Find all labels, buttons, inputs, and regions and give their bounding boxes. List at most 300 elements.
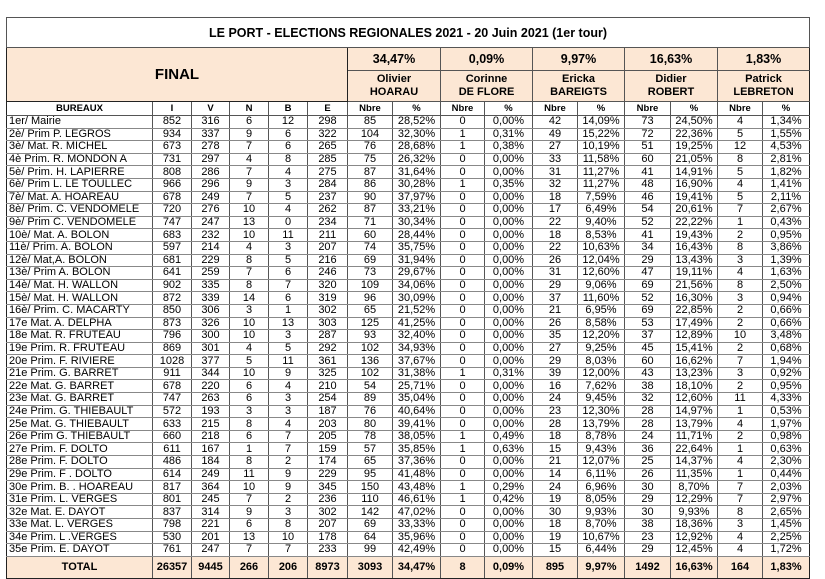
cell-bareigts-nbre: 37 [533, 292, 578, 305]
cell-lebreton-nbre: 4 [718, 267, 763, 280]
cell-bureau: 25e Mat. G. THIEBAULT [7, 418, 153, 431]
cell-deflore-nbre: 0 [441, 254, 485, 267]
cell-bareigts-pct: 12,04% [578, 254, 625, 267]
cell-hoarau-nbre: 150 [348, 481, 393, 494]
cell-bareigts-pct: 11,27% [578, 166, 625, 179]
cell-bureau: 10è/ Mat. A. BOLON [7, 229, 153, 242]
cell-robert-pct: 17,49% [671, 317, 718, 330]
cell-bareigts-pct: 8,78% [578, 430, 625, 443]
cell-bareigts-pct: 9,43% [578, 443, 625, 456]
cell-blancs: 5 [269, 254, 308, 267]
cell-robert-pct: 11,35% [671, 468, 718, 481]
cell-votants: 296 [192, 178, 230, 191]
candidate-total-pct: 34,47% [348, 48, 441, 71]
cell-robert-nbre: 34 [625, 241, 671, 254]
table-row [7, 443, 810, 456]
cell-blancs: 7 [269, 443, 308, 456]
cell-blancs: 4 [269, 418, 308, 431]
cell-bureau: 21e Prim. G. BARRET [7, 367, 153, 380]
cell-hoarau-nbre: 73 [348, 267, 393, 280]
cell-deflore-nbre: 1 [441, 481, 485, 494]
cell-hoarau-nbre: 102 [348, 367, 393, 380]
cell-blancs: 3 [269, 330, 308, 343]
cell-bareigts-nbre: 33 [533, 153, 578, 166]
cell-hoarau-nbre: 90 [348, 191, 393, 204]
cell-nuls: 8 [230, 279, 269, 292]
cell-bureau: 2è/ Prim P. LEGROS [7, 128, 153, 141]
cell-lebreton-nbre: 4 [718, 531, 763, 544]
cell-lebreton-pct: 0,63% [763, 443, 810, 456]
cell-bureau: 9è/ Prim C. VENDOMELE [7, 216, 153, 229]
cell-deflore-pct: 0,29% [485, 481, 533, 494]
cell-votants: 278 [192, 141, 230, 154]
cell-blancs: 7 [269, 544, 308, 557]
cell-nuls: 6 [230, 393, 269, 406]
cell-robert-nbre: 41 [625, 229, 671, 242]
cell-lebreton-nbre: 3 [718, 292, 763, 305]
cell-bureau: 32e Mat. E. DAYOT [7, 506, 153, 519]
table-row [7, 493, 810, 506]
cell-hoarau-pct: 37,97% [393, 191, 441, 204]
cell-bareigts-pct: 7,62% [578, 380, 625, 393]
cell-deflore-pct: 0,00% [485, 355, 533, 368]
cell-exprimes: 298 [308, 116, 348, 129]
cell-deflore-nbre: 0 [441, 216, 485, 229]
column-header-pct: % [485, 102, 533, 116]
cell-lebreton-pct: 2,11% [763, 191, 810, 204]
cell-bareigts-pct: 8,58% [578, 317, 625, 330]
cell-blancs: 8 [269, 153, 308, 166]
cell-deflore-nbre: 1 [441, 430, 485, 443]
cell-bureau: 29e Prim. F . DOLTO [7, 468, 153, 481]
cell-deflore-nbre: 0 [441, 279, 485, 292]
cell-bureau: 27e Prim. F. DOLTO [7, 443, 153, 456]
cell-robert-pct: 14,37% [671, 456, 718, 469]
cell-votants: 184 [192, 456, 230, 469]
cell-deflore-nbre: 0 [441, 342, 485, 355]
cell-nuls: 8 [230, 418, 269, 431]
cell-deflore-pct: 0,42% [485, 493, 533, 506]
cell-hoarau-nbre: 87 [348, 204, 393, 217]
cell-hoarau-pct: 21,52% [393, 304, 441, 317]
cell-deflore-nbre: 0 [441, 405, 485, 418]
cell-hoarau-nbre: 86 [348, 178, 393, 191]
cell-deflore-nbre: 0 [441, 241, 485, 254]
cell-deflore-nbre: 0 [441, 116, 485, 129]
cell-lebreton-pct: 1,97% [763, 418, 810, 431]
cell-blancs: 6 [269, 141, 308, 154]
cell-hoarau-pct: 35,85% [393, 443, 441, 456]
cell-bareigts-nbre: 27 [533, 342, 578, 355]
cell-inscrits: 678 [153, 191, 192, 204]
cell-deflore-nbre: 0 [441, 166, 485, 179]
cell-blancs: 9 [269, 468, 308, 481]
cell-robert-pct: 16,62% [671, 355, 718, 368]
cell-bureau: 15è/ Mat. H. WALLON [7, 292, 153, 305]
cell-bareigts-pct: 7,59% [578, 191, 625, 204]
cell-exprimes: 319 [308, 292, 348, 305]
cell-bareigts-pct: 6,44% [578, 544, 625, 557]
cell-bureau: 31e Prim. L. VERGES [7, 493, 153, 506]
cell-lebreton-nbre: 4 [718, 178, 763, 191]
cell-bareigts-pct: 12,30% [578, 405, 625, 418]
cell-robert-nbre: 48 [625, 178, 671, 191]
cell-nuls: 8 [230, 456, 269, 469]
cell-inscrits: 678 [153, 380, 192, 393]
cell-deflore-nbre: 0 [441, 519, 485, 532]
cell-blancs: 2 [269, 493, 308, 506]
cell-bareigts-nbre: 17 [533, 204, 578, 217]
cell-blancs: 1 [269, 304, 308, 317]
cell-robert-nbre: 29 [625, 254, 671, 267]
cell-robert-nbre: 24 [625, 430, 671, 443]
cell-deflore-pct: 0,00% [485, 380, 533, 393]
cell-deflore-pct: 0,00% [485, 267, 533, 280]
cell-hoarau-nbre: 54 [348, 380, 393, 393]
cell-deflore-nbre: 0 [441, 393, 485, 406]
cell-bareigts-nbre: 23 [533, 405, 578, 418]
cell-deflore-pct: 0,00% [485, 468, 533, 481]
cell-votants: 232 [192, 229, 230, 242]
table-row [7, 178, 810, 191]
column-header-pct: % [763, 102, 810, 116]
cell-exprimes: 322 [308, 128, 348, 141]
cell-lebreton-pct: 0,53% [763, 405, 810, 418]
cell-inscrits: 731 [153, 153, 192, 166]
cell-bareigts-nbre: 19 [533, 531, 578, 544]
cell-blancs: 2 [269, 456, 308, 469]
cell-nuls: 10 [230, 229, 269, 242]
cell-lebreton-nbre: 4 [718, 418, 763, 431]
cell-bareigts-nbre: 22 [533, 241, 578, 254]
cell-blancs: 11 [269, 229, 308, 242]
cell-deflore-nbre: 0 [441, 204, 485, 217]
cell-lebreton-nbre: 2 [718, 342, 763, 355]
cell-deflore-nbre: 0 [441, 229, 485, 242]
cell-robert-pct: 16,90% [671, 178, 718, 191]
cell-deflore-nbre: 0 [441, 191, 485, 204]
cell-lebreton-pct: 2,30% [763, 456, 810, 469]
cell-deflore-pct: 0,00% [485, 317, 533, 330]
cell-lebreton-pct: 2,81% [763, 153, 810, 166]
cell-bureau: 20e Prim. F. RIVIERE [7, 355, 153, 368]
cell-votants: 259 [192, 267, 230, 280]
cell-robert-pct: 12,29% [671, 493, 718, 506]
cell-bareigts-pct: 14,09% [578, 116, 625, 129]
cell-bareigts-nbre: 22 [533, 216, 578, 229]
cell-votants: 201 [192, 531, 230, 544]
cell-bureau: 3è/ Mat. R. MICHEL [7, 141, 153, 154]
cell-blancs: 8 [269, 519, 308, 532]
cell-bureau: 13è/ Prim A. BOLON [7, 267, 153, 280]
table-row [7, 166, 810, 179]
cell-robert-nbre: 29 [625, 544, 671, 557]
cell-deflore-pct: 0,00% [485, 519, 533, 532]
cell-exprimes: 285 [308, 153, 348, 166]
cell-hoarau-pct: 29,67% [393, 267, 441, 280]
cell-bareigts-pct: 12,00% [578, 367, 625, 380]
cell-nuls: 6 [230, 116, 269, 129]
cell-hoarau-pct: 28,44% [393, 229, 441, 242]
cell-bureau: 5è/ Prim. H. LAPIERRE [7, 166, 153, 179]
cell-lebreton-pct: 1,82% [763, 166, 810, 179]
cell-deflore-pct: 0,00% [485, 393, 533, 406]
candidate-first-name: Corinne [465, 73, 508, 85]
cell-hoarau-pct: 35,04% [393, 393, 441, 406]
table-row [7, 342, 810, 355]
cell-bureau: 33e Mat. L. VERGES [7, 519, 153, 532]
cell-robert-nbre: 37 [625, 330, 671, 343]
cell-lebreton-nbre: 1 [718, 216, 763, 229]
cell-hoarau-nbre: 65 [348, 456, 393, 469]
cell-inscrits: 801 [153, 493, 192, 506]
cell-lebreton-pct: 2,97% [763, 493, 810, 506]
cell-lebreton-pct: 0,94% [763, 292, 810, 305]
cell-nuls: 11 [230, 468, 269, 481]
table-row [7, 204, 810, 217]
cell-lebreton-nbre: 8 [718, 241, 763, 254]
cell-robert-nbre: 54 [625, 204, 671, 217]
table-row [7, 116, 810, 129]
cell-hoarau-nbre: 78 [348, 430, 393, 443]
cell-blancs: 9 [269, 481, 308, 494]
cell-bareigts-pct: 6,96% [578, 481, 625, 494]
cell-robert-nbre: 60 [625, 355, 671, 368]
cell-nuls: 4 [230, 241, 269, 254]
table-row [7, 279, 810, 292]
table-row [7, 241, 810, 254]
cell-hoarau-pct: 30,34% [393, 216, 441, 229]
cell-lebreton-nbre: 2 [718, 317, 763, 330]
column-header-nbre: Nbre [348, 102, 393, 116]
cell-deflore-nbre: 0 [441, 317, 485, 330]
cell-robert-pct: 14,97% [671, 405, 718, 418]
cell-votants: 193 [192, 405, 230, 418]
cell-inscrits: 911 [153, 367, 192, 380]
table-row [7, 128, 810, 141]
total-nuls: 266 [230, 556, 269, 578]
cell-lebreton-pct: 0,68% [763, 342, 810, 355]
table-row [7, 304, 810, 317]
cell-hoarau-pct: 35,96% [393, 531, 441, 544]
cell-hoarau-nbre: 74 [348, 241, 393, 254]
cell-inscrits: 817 [153, 481, 192, 494]
cell-inscrits: 683 [153, 229, 192, 242]
cell-deflore-pct: 0,49% [485, 430, 533, 443]
cell-robert-pct: 16,43% [671, 241, 718, 254]
cell-robert-pct: 21,05% [671, 153, 718, 166]
cell-inscrits: 660 [153, 430, 192, 443]
cell-robert-nbre: 47 [625, 267, 671, 280]
total-exprimes: 8973 [308, 556, 348, 578]
cell-lebreton-nbre: 8 [718, 506, 763, 519]
cell-lebreton-nbre: 3 [718, 254, 763, 267]
cell-bareigts-nbre: 18 [533, 430, 578, 443]
cell-bareigts-nbre: 42 [533, 116, 578, 129]
cell-deflore-nbre: 0 [441, 267, 485, 280]
column-header-blancs: B [269, 102, 308, 116]
cell-bureau: 4è Prim. R. MONDON A [7, 153, 153, 166]
total-row [7, 556, 810, 578]
total-hoarau-nbre: 3093 [348, 556, 393, 578]
cell-exprimes: 361 [308, 355, 348, 368]
cell-robert-pct: 19,11% [671, 267, 718, 280]
cell-robert-nbre: 30 [625, 481, 671, 494]
cell-bureau: 23e Mat. G. BARRET [7, 393, 153, 406]
cell-hoarau-pct: 40,64% [393, 405, 441, 418]
cell-lebreton-pct: 2,03% [763, 481, 810, 494]
cell-robert-nbre: 26 [625, 468, 671, 481]
cell-bareigts-nbre: 19 [533, 493, 578, 506]
cell-hoarau-pct: 31,38% [393, 367, 441, 380]
cell-bareigts-pct: 6,95% [578, 304, 625, 317]
candidate-name [533, 71, 625, 102]
cell-nuls: 7 [230, 141, 269, 154]
cell-bureau: 22e Mat. G. BARRET [7, 380, 153, 393]
cell-lebreton-pct: 0,95% [763, 380, 810, 393]
cell-votants: 297 [192, 153, 230, 166]
cell-lebreton-nbre: 7 [718, 204, 763, 217]
cell-bareigts-nbre: 32 [533, 178, 578, 191]
table-row [7, 141, 810, 154]
cell-robert-pct: 9,93% [671, 506, 718, 519]
cell-deflore-pct: 0,00% [485, 254, 533, 267]
cell-nuls: 7 [230, 166, 269, 179]
cell-hoarau-nbre: 64 [348, 531, 393, 544]
cell-votants: 221 [192, 519, 230, 532]
cell-nuls: 10 [230, 481, 269, 494]
cell-deflore-nbre: 1 [441, 443, 485, 456]
cell-hoarau-pct: 39,41% [393, 418, 441, 431]
cell-votants: 249 [192, 468, 230, 481]
cell-inscrits: 1028 [153, 355, 192, 368]
cell-inscrits: 808 [153, 166, 192, 179]
cell-votants: 220 [192, 380, 230, 393]
cell-deflore-nbre: 1 [441, 493, 485, 506]
cell-blancs: 3 [269, 241, 308, 254]
cell-nuls: 6 [230, 519, 269, 532]
cell-deflore-nbre: 0 [441, 544, 485, 557]
cell-hoarau-nbre: 76 [348, 141, 393, 154]
cell-blancs: 11 [269, 355, 308, 368]
cell-exprimes: 211 [308, 229, 348, 242]
cell-lebreton-nbre: 7 [718, 355, 763, 368]
cell-bareigts-nbre: 26 [533, 254, 578, 267]
cell-bareigts-pct: 6,49% [578, 204, 625, 217]
cell-robert-nbre: 69 [625, 279, 671, 292]
cell-deflore-nbre: 0 [441, 418, 485, 431]
column-header-nbre: Nbre [441, 102, 485, 116]
cell-votants: 300 [192, 330, 230, 343]
cell-deflore-pct: 0,00% [485, 153, 533, 166]
cell-exprimes: 229 [308, 468, 348, 481]
cell-deflore-pct: 0,00% [485, 418, 533, 431]
cell-lebreton-pct: 0,66% [763, 317, 810, 330]
cell-nuls: 8 [230, 254, 269, 267]
cell-robert-nbre: 23 [625, 531, 671, 544]
cell-bareigts-nbre: 16 [533, 380, 578, 393]
cell-deflore-pct: 0,00% [485, 405, 533, 418]
cell-votants: 247 [192, 216, 230, 229]
cell-nuls: 7 [230, 544, 269, 557]
cell-robert-pct: 13,23% [671, 367, 718, 380]
cell-lebreton-pct: 3,86% [763, 241, 810, 254]
table-row [7, 405, 810, 418]
cell-lebreton-nbre: 2 [718, 380, 763, 393]
cell-robert-pct: 12,92% [671, 531, 718, 544]
total-lebreton-pct: 1,83% [763, 556, 810, 578]
cell-robert-nbre: 29 [625, 493, 671, 506]
candidate-total-pct: 16,63% [625, 48, 718, 71]
cell-nuls: 13 [230, 216, 269, 229]
cell-bareigts-nbre: 28 [533, 418, 578, 431]
cell-hoarau-pct: 30,09% [393, 292, 441, 305]
cell-deflore-pct: 0,00% [485, 531, 533, 544]
cell-hoarau-nbre: 110 [348, 493, 393, 506]
cell-exprimes: 178 [308, 531, 348, 544]
cell-hoarau-nbre: 76 [348, 405, 393, 418]
cell-votants: 316 [192, 116, 230, 129]
cell-robert-pct: 15,41% [671, 342, 718, 355]
cell-lebreton-nbre: 4 [718, 544, 763, 557]
cell-lebreton-nbre: 1 [718, 405, 763, 418]
cell-nuls: 9 [230, 128, 269, 141]
cell-deflore-pct: 0,00% [485, 204, 533, 217]
cell-blancs: 3 [269, 178, 308, 191]
total-inscrits: 26357 [153, 556, 192, 578]
cell-nuls: 5 [230, 355, 269, 368]
cell-robert-nbre: 32 [625, 393, 671, 406]
table-row [7, 355, 810, 368]
cell-exprimes: 262 [308, 204, 348, 217]
table-row [7, 430, 810, 443]
cell-hoarau-nbre: 142 [348, 506, 393, 519]
cell-robert-pct: 11,71% [671, 430, 718, 443]
cell-deflore-nbre: 0 [441, 292, 485, 305]
cell-robert-nbre: 45 [625, 342, 671, 355]
cell-deflore-nbre: 0 [441, 330, 485, 343]
cell-exprimes: 302 [308, 304, 348, 317]
cell-robert-nbre: 52 [625, 216, 671, 229]
table-row [7, 418, 810, 431]
cell-blancs: 3 [269, 506, 308, 519]
cell-bureau: 17e Mat. A. DELPHA [7, 317, 153, 330]
cell-deflore-nbre: 1 [441, 178, 485, 191]
cell-nuls: 6 [230, 380, 269, 393]
cell-lebreton-pct: 1,55% [763, 128, 810, 141]
table-row [7, 229, 810, 242]
cell-inscrits: 530 [153, 531, 192, 544]
cell-bareigts-nbre: 49 [533, 128, 578, 141]
total-blancs: 206 [269, 556, 308, 578]
cell-deflore-pct: 0,00% [485, 304, 533, 317]
table-row [7, 317, 810, 330]
cell-nuls: 7 [230, 493, 269, 506]
cell-bureau: 11è/ Prim. A. BOLON [7, 241, 153, 254]
cell-blancs: 4 [269, 380, 308, 393]
cell-lebreton-pct: 0,43% [763, 216, 810, 229]
cell-votants: 377 [192, 355, 230, 368]
cell-hoarau-pct: 35,75% [393, 241, 441, 254]
cell-hoarau-nbre: 69 [348, 254, 393, 267]
cell-hoarau-pct: 32,40% [393, 330, 441, 343]
table-row [7, 481, 810, 494]
cell-hoarau-nbre: 99 [348, 544, 393, 557]
cell-nuls: 14 [230, 292, 269, 305]
cell-robert-nbre: 51 [625, 141, 671, 154]
cell-lebreton-pct: 2,67% [763, 204, 810, 217]
cell-robert-nbre: 28 [625, 405, 671, 418]
